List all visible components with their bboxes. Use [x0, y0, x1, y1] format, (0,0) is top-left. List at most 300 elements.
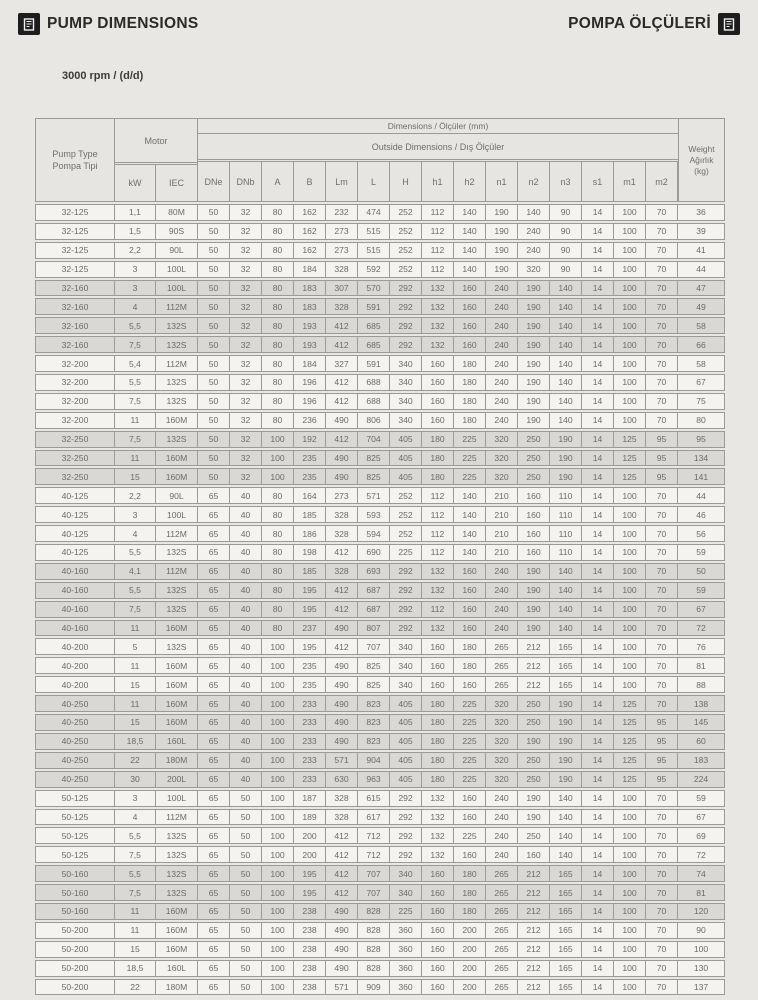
value-cell: 252 [390, 526, 422, 541]
value-cell: 112 [422, 602, 454, 617]
weight-cell: 74 [696, 868, 706, 879]
value-cell: 630 [326, 772, 358, 787]
value-cell: 14 [582, 469, 614, 484]
value-cell: 65 [198, 961, 230, 976]
value-cell: 240 [486, 583, 518, 598]
value-cell: 235 [294, 469, 326, 484]
value-cell: 195 [294, 639, 326, 654]
value-cell: 340 [390, 394, 422, 409]
value-cell: 160 [422, 375, 454, 390]
value-cell: 5 [115, 639, 156, 654]
value-cell: 320 [486, 753, 518, 768]
table-row [35, 771, 725, 788]
value-cell: 132 [422, 791, 454, 806]
value-cell: 233 [294, 772, 326, 787]
value-cell: 3 [115, 507, 156, 522]
value-cell: 110 [550, 507, 582, 522]
value-cell: 32 [230, 281, 262, 296]
value-cell: 180 [454, 639, 486, 654]
value-cell: 190 [518, 810, 550, 825]
value-cell: 212 [518, 923, 550, 938]
value-cell: 190 [518, 337, 550, 352]
value-cell: 112 [422, 545, 454, 560]
value-cell: 100 [614, 243, 646, 258]
value-cell: 32 [230, 356, 262, 371]
value-cell: 70 [646, 564, 678, 579]
value-cell: 14 [582, 356, 614, 371]
value-cell: 250 [518, 451, 550, 466]
value-cell: 22 [115, 753, 156, 768]
value-cell: 412 [326, 602, 358, 617]
value-cell: 100 [614, 356, 646, 371]
value-cell: 80M [156, 205, 198, 220]
value-cell: 160 [454, 847, 486, 862]
pump-type-cell: 40-125 [36, 526, 115, 541]
value-cell: 50 [230, 810, 262, 825]
value-cell: 192 [294, 432, 326, 447]
value-cell: 360 [390, 923, 422, 938]
value-cell: 212 [518, 658, 550, 673]
value-cell: 14 [582, 942, 614, 957]
value-cell: 594 [358, 526, 390, 541]
value-cell: 50 [198, 318, 230, 333]
value-cell: 100 [614, 791, 646, 806]
weight-cell: 41 [696, 245, 706, 256]
value-cell: 160 [422, 923, 454, 938]
value-cell: 100 [614, 375, 646, 390]
value-cell: 195 [294, 583, 326, 598]
table-row [35, 317, 725, 334]
value-cell: 571 [358, 488, 390, 503]
value-cell: 909 [358, 980, 390, 995]
value-cell: 490 [326, 413, 358, 428]
value-cell: 3 [115, 791, 156, 806]
value-cell: 190 [518, 564, 550, 579]
value-cell: 823 [358, 734, 390, 749]
value-cell: 212 [518, 904, 550, 919]
value-cell: 14 [582, 318, 614, 333]
value-cell: 132S [156, 847, 198, 862]
value-cell: 100 [614, 847, 646, 862]
pump-type-cell: 40-250 [36, 753, 115, 768]
value-cell: 186 [294, 526, 326, 541]
value-cell: 190 [518, 375, 550, 390]
value-cell: 180M [156, 753, 198, 768]
value-cell: 328 [326, 810, 358, 825]
value-cell: 185 [294, 507, 326, 522]
value-cell: 238 [294, 904, 326, 919]
value-cell: 340 [390, 375, 422, 390]
value-cell: 265 [486, 885, 518, 900]
value-cell: 165 [550, 639, 582, 654]
value-cell: 707 [358, 885, 390, 900]
value-cell: 292 [390, 583, 422, 598]
value-cell: 490 [326, 469, 358, 484]
value-cell: 140 [518, 205, 550, 220]
value-cell: 328 [326, 262, 358, 277]
value-cell: 490 [326, 961, 358, 976]
value-cell: 112 [422, 224, 454, 239]
value-cell: 320 [486, 696, 518, 711]
table-row [35, 261, 725, 278]
value-cell: 180 [422, 696, 454, 711]
value-cell: 95 [646, 715, 678, 730]
value-cell: 160 [422, 942, 454, 957]
table-row [35, 714, 725, 731]
pump-type-cell: 32-125 [36, 243, 115, 258]
value-cell: 125 [614, 432, 646, 447]
value-cell: 65 [198, 847, 230, 862]
value-cell: 40 [230, 639, 262, 654]
value-cell: 100L [156, 262, 198, 277]
value-cell: 265 [486, 639, 518, 654]
value-cell: 70 [646, 885, 678, 900]
catalog-booklet-icon [718, 13, 740, 35]
dim-col-header-h2: h2 [454, 162, 486, 201]
value-cell: 90 [550, 243, 582, 258]
value-cell: 212 [518, 677, 550, 692]
value-cell: 70 [646, 639, 678, 654]
value-cell: 190 [518, 356, 550, 371]
value-cell: 828 [358, 923, 390, 938]
value-cell: 140 [454, 205, 486, 220]
value-cell: 132 [422, 318, 454, 333]
dim-col-header-H: H [390, 162, 422, 201]
value-cell: 198 [294, 545, 326, 560]
value-cell: 225 [390, 904, 422, 919]
value-cell: 235 [294, 658, 326, 673]
value-cell: 80 [262, 375, 294, 390]
value-cell: 162 [294, 205, 326, 220]
value-cell: 265 [486, 980, 518, 995]
value-cell: 50 [198, 432, 230, 447]
value-cell: 160 [454, 791, 486, 806]
value-cell: 100 [262, 847, 294, 862]
value-cell: 100 [262, 715, 294, 730]
value-cell: 184 [294, 262, 326, 277]
value-cell: 100 [614, 337, 646, 352]
pump-type-cell: 50-160 [36, 885, 115, 900]
value-cell: 65 [198, 904, 230, 919]
value-cell: 70 [646, 356, 678, 371]
outside-dimensions-title: Outside Dimensions / Dış Ölçüler [198, 134, 678, 162]
value-cell: 112M [156, 356, 198, 371]
value-cell: 593 [358, 507, 390, 522]
value-cell: 14 [582, 734, 614, 749]
value-cell: 70 [646, 281, 678, 296]
value-cell: 40 [230, 583, 262, 598]
value-cell: 687 [358, 583, 390, 598]
value-cell: 100 [614, 318, 646, 333]
value-cell: 100 [262, 904, 294, 919]
value-cell: 212 [518, 980, 550, 995]
value-cell: 100 [262, 980, 294, 995]
value-cell: 190 [518, 318, 550, 333]
dim-col-header-A: A [262, 162, 294, 201]
value-cell: 160M [156, 696, 198, 711]
value-cell: 100 [262, 961, 294, 976]
value-cell: 80 [262, 413, 294, 428]
value-cell: 80 [262, 507, 294, 522]
pump-type-cell: 32-250 [36, 451, 115, 466]
value-cell: 828 [358, 942, 390, 957]
value-cell: 180 [422, 451, 454, 466]
pump-type-cell: 50-200 [36, 942, 115, 957]
value-cell: 50 [198, 337, 230, 352]
value-cell: 160M [156, 942, 198, 957]
value-cell: 180 [422, 715, 454, 730]
value-cell: 32 [230, 375, 262, 390]
weight-cell: 76 [696, 641, 706, 652]
pump-type-cell: 32-200 [36, 356, 115, 371]
value-cell: 50 [198, 413, 230, 428]
value-cell: 112 [422, 262, 454, 277]
value-cell: 65 [198, 772, 230, 787]
value-cell: 112 [422, 205, 454, 220]
value-cell: 80 [262, 602, 294, 617]
value-cell: 110 [550, 526, 582, 541]
weight-cell: 47 [696, 283, 706, 293]
weight-cell: 137 [693, 981, 709, 992]
value-cell: 190 [518, 791, 550, 806]
value-cell: 160M [156, 923, 198, 938]
pump-type-cell: 50-200 [36, 961, 115, 976]
value-cell: 40 [230, 602, 262, 617]
value-cell: 70 [646, 923, 678, 938]
value-cell: 14 [582, 621, 614, 636]
value-cell: 189 [294, 810, 326, 825]
value-cell: 5,5 [115, 375, 156, 390]
value-cell: 50 [198, 451, 230, 466]
value-cell: 704 [358, 432, 390, 447]
value-cell: 100 [262, 753, 294, 768]
value-cell: 225 [454, 828, 486, 843]
value-cell: 190 [486, 224, 518, 239]
value-cell: 65 [198, 526, 230, 541]
value-cell: 307 [326, 281, 358, 296]
value-cell: 320 [486, 772, 518, 787]
value-cell: 30 [115, 772, 156, 787]
weight-cell: 75 [696, 396, 706, 407]
value-cell: 570 [358, 281, 390, 296]
weight-cell: 134 [693, 453, 709, 464]
value-cell: 125 [614, 772, 646, 787]
pump-type-cell: 32-200 [36, 413, 115, 428]
value-cell: 90L [156, 243, 198, 258]
value-cell: 100 [614, 677, 646, 692]
dim-col-header-L: L [358, 162, 390, 201]
value-cell: 15 [115, 677, 156, 692]
value-cell: 340 [390, 413, 422, 428]
value-cell: 65 [198, 658, 230, 673]
value-cell: 160M [156, 451, 198, 466]
value-cell: 165 [550, 658, 582, 673]
weight-cell: 39 [696, 226, 706, 237]
value-cell: 100 [262, 432, 294, 447]
value-cell: 240 [486, 413, 518, 428]
value-cell: 22 [115, 980, 156, 995]
value-cell: 65 [198, 488, 230, 503]
value-cell: 65 [198, 980, 230, 995]
value-cell: 236 [294, 413, 326, 428]
value-cell: 32 [230, 224, 262, 239]
pump-type-cell: 32-160 [36, 318, 115, 333]
value-cell: 180 [454, 904, 486, 919]
table-header [35, 118, 725, 202]
value-cell: 360 [390, 980, 422, 995]
value-cell: 825 [358, 658, 390, 673]
value-cell: 165 [550, 942, 582, 957]
value-cell: 14 [582, 432, 614, 447]
value-cell: 265 [486, 961, 518, 976]
value-cell: 412 [326, 545, 358, 560]
value-cell: 14 [582, 677, 614, 692]
value-cell: 490 [326, 621, 358, 636]
value-cell: 252 [390, 488, 422, 503]
value-cell: 80 [262, 205, 294, 220]
value-cell: 180 [454, 885, 486, 900]
value-cell: 250 [518, 696, 550, 711]
value-cell: 490 [326, 734, 358, 749]
weight-label-en: Weight [688, 143, 715, 154]
value-cell: 100 [614, 526, 646, 541]
value-cell: 112 [422, 488, 454, 503]
value-cell: 65 [198, 545, 230, 560]
motor-subheaders [115, 165, 197, 201]
value-cell: 125 [614, 753, 646, 768]
value-cell: 70 [646, 413, 678, 428]
value-cell: 490 [326, 904, 358, 919]
value-cell: 265 [486, 677, 518, 692]
value-cell: 65 [198, 507, 230, 522]
value-cell: 132 [422, 583, 454, 598]
value-cell: 50 [230, 885, 262, 900]
value-cell: 328 [326, 526, 358, 541]
weight-label-unit: (kg) [694, 165, 709, 176]
value-cell: 225 [454, 753, 486, 768]
pump-type-cell: 50-125 [36, 810, 115, 825]
value-cell: 340 [390, 885, 422, 900]
table-row [35, 280, 725, 297]
value-cell: 340 [390, 677, 422, 692]
table-row [35, 638, 725, 655]
value-cell: 70 [646, 621, 678, 636]
pump-type-cell: 32-160 [36, 299, 115, 314]
value-cell: 160M [156, 904, 198, 919]
table-row [35, 827, 725, 844]
value-cell: 160 [422, 413, 454, 428]
value-cell: 80 [262, 564, 294, 579]
weight-cell: 130 [693, 963, 709, 974]
value-cell: 132 [422, 299, 454, 314]
value-cell: 14 [582, 413, 614, 428]
value-cell: 160 [422, 639, 454, 654]
pump-type-cell: 32-160 [36, 281, 115, 296]
value-cell: 160M [156, 715, 198, 730]
value-cell: 340 [390, 639, 422, 654]
value-cell: 195 [294, 885, 326, 900]
value-cell: 32 [230, 394, 262, 409]
weight-cell: 145 [693, 717, 709, 728]
value-cell: 80 [262, 621, 294, 636]
value-cell: 50 [230, 791, 262, 806]
value-cell: 828 [358, 961, 390, 976]
pump-type-cell: 50-160 [36, 866, 115, 881]
value-cell: 160 [518, 847, 550, 862]
value-cell: 80 [262, 394, 294, 409]
value-cell: 250 [518, 715, 550, 730]
value-cell: 187 [294, 791, 326, 806]
value-cell: 14 [582, 791, 614, 806]
value-cell: 265 [486, 923, 518, 938]
value-cell: 405 [390, 432, 422, 447]
value-cell: 50 [198, 262, 230, 277]
value-cell: 807 [358, 621, 390, 636]
value-cell: 162 [294, 224, 326, 239]
value-cell: 100 [614, 281, 646, 296]
pump-type-cell: 32-200 [36, 375, 115, 390]
value-cell: 685 [358, 318, 390, 333]
value-cell: 50 [230, 828, 262, 843]
value-cell: 190 [518, 413, 550, 428]
weight-cell: 60 [696, 736, 706, 747]
value-cell: 32 [230, 413, 262, 428]
value-cell: 200L [156, 772, 198, 787]
value-cell: 95 [646, 469, 678, 484]
value-cell: 100 [614, 885, 646, 900]
value-cell: 823 [358, 696, 390, 711]
value-cell: 250 [518, 469, 550, 484]
value-cell: 1,5 [115, 224, 156, 239]
value-cell: 190 [518, 602, 550, 617]
value-cell: 5,5 [115, 828, 156, 843]
table-row [35, 676, 725, 693]
value-cell: 132S [156, 602, 198, 617]
value-cell: 65 [198, 734, 230, 749]
value-cell: 5,5 [115, 545, 156, 560]
value-cell: 405 [390, 753, 422, 768]
value-cell: 70 [646, 394, 678, 409]
value-cell: 112 [422, 526, 454, 541]
value-cell: 140 [550, 281, 582, 296]
catalog-booklet-icon [18, 13, 40, 35]
value-cell: 14 [582, 375, 614, 390]
table-row [35, 903, 725, 920]
iec-column-header: IEC [168, 178, 184, 188]
dim-col-header-n2: n2 [518, 162, 550, 201]
value-cell: 200 [454, 980, 486, 995]
value-cell: 14 [582, 262, 614, 277]
value-cell: 14 [582, 299, 614, 314]
value-cell: 100 [614, 583, 646, 598]
value-cell: 40 [230, 696, 262, 711]
value-cell: 690 [358, 545, 390, 560]
value-cell: 165 [550, 904, 582, 919]
value-cell: 18,5 [115, 734, 156, 749]
value-cell: 240 [518, 224, 550, 239]
value-cell: 160 [422, 677, 454, 692]
value-cell: 132S [156, 432, 198, 447]
value-cell: 32 [230, 243, 262, 258]
value-cell: 65 [198, 810, 230, 825]
value-cell: 292 [390, 281, 422, 296]
value-cell: 70 [646, 980, 678, 995]
weight-header [678, 119, 724, 201]
motor-label: Motor [115, 119, 197, 165]
value-cell: 240 [486, 394, 518, 409]
value-cell: 132S [156, 583, 198, 598]
value-cell: 180 [422, 432, 454, 447]
